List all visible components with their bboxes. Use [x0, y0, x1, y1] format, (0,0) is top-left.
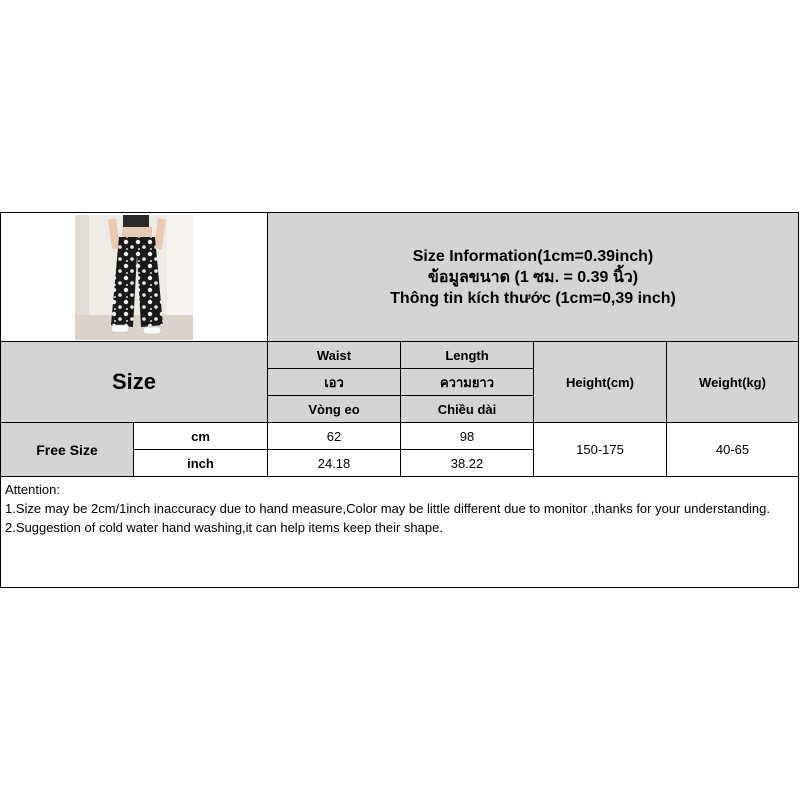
- header-length-th: [400, 368, 534, 396]
- model-photo-icon: [75, 215, 193, 340]
- size-name-cell: [0, 422, 134, 477]
- waist-cm-value: 62: [326, 428, 342, 444]
- product-photo: [75, 215, 193, 340]
- waist-inch-value: 24.18: [317, 455, 351, 471]
- attention-note-2: 2.Suggestion of cold water hand washing,it can help items keep their shape.: [5, 520, 443, 535]
- size-chart: [0, 212, 799, 588]
- waist-cm-cell: [267, 422, 401, 450]
- length-inch-value: 38.22: [450, 455, 484, 471]
- length-cm-cell: [400, 422, 534, 450]
- length-cm-value: 98: [459, 428, 475, 444]
- header-length-th-text: ความยาว: [439, 374, 495, 390]
- title-thai: ข้อมูลขนาด (1 ซม. = 0.39 นิ้ว): [427, 268, 639, 286]
- size-label-cell: [0, 341, 268, 423]
- height-range-value: 150-175: [576, 442, 624, 457]
- header-weight-text: Weight(kg): [699, 374, 766, 390]
- header-height: [533, 341, 667, 423]
- title-vietnamese: Thông tin kích thước (1cm=0,39 inch): [390, 289, 676, 307]
- unit-cm-cell: [133, 422, 268, 450]
- size-label: Size: [111, 369, 157, 394]
- header-waist-th-text: เอว: [324, 374, 344, 390]
- title-english: Size Information(1cm=0.39inch): [412, 247, 654, 265]
- unit-cm: cm: [191, 428, 210, 444]
- size-name: Free Size: [36, 441, 98, 458]
- header-length-vi: [400, 395, 534, 423]
- header-waist-vi-text: Vòng eo: [308, 401, 360, 417]
- header-waist-vi: [267, 395, 401, 423]
- waist-inch-cell: [267, 449, 401, 477]
- header-waist-en-text: Waist: [316, 347, 352, 363]
- length-inch-cell: [400, 449, 534, 477]
- attention-heading: Attention:: [5, 482, 60, 497]
- weight-range-value: 40-65: [715, 442, 750, 457]
- header-waist-en: [267, 341, 401, 369]
- attention-note-1: 1.Size may be 2cm/1inch inaccuracy due to hand measure,Color may be little different due to monitor ,thanks for your understanding.: [5, 501, 771, 516]
- height-range-cell: [533, 422, 667, 477]
- header-weight: [666, 341, 799, 423]
- header-length-vi-text: Chiều dài: [437, 401, 497, 417]
- attention-notes: [0, 476, 799, 588]
- header-waist-th: [267, 368, 401, 396]
- size-info-title: [267, 212, 799, 342]
- header-length-en: [400, 341, 534, 369]
- weight-range-cell: [666, 422, 799, 477]
- unit-inch-cell: [133, 449, 268, 477]
- header-height-text: Height(cm): [566, 374, 634, 390]
- header-length-en-text: Length: [445, 347, 489, 363]
- unit-inch: inch: [187, 455, 214, 471]
